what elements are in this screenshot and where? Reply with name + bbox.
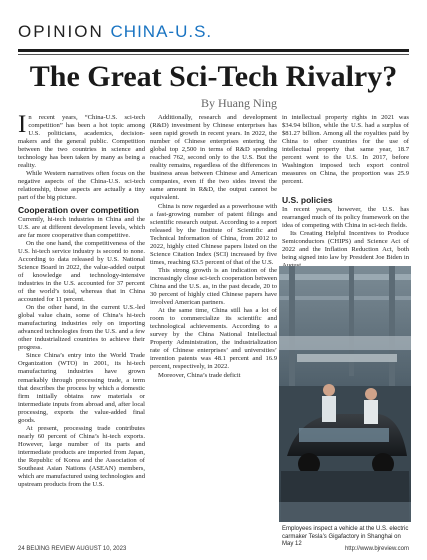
issue-info: BEIJING REVIEW AUGUST 10, 2023 — [26, 546, 127, 552]
article-title: The Great Sci-Tech Rivalry? — [29, 60, 398, 93]
paragraph: China is now regarded as a powerhouse with a fast-growing number of patent filings and scientific research output. According to a report released by the Institute of Scientific and Technical Information of China, from 2012 to 2022, highly cited Chinese papers listed on the Science Citation Index (SCI) increased by five times, reaching 63.5 percent of that of the U.S. — [150, 202, 277, 266]
subsection-name: CHINA-U.S. — [110, 22, 213, 41]
paragraph: in intellectual property rights in 2021 was $34.94 billion, while the U.S. had a surplus of $81.27 billion. Among all the royalties paid by China to other countries for the use of intellectual property that same year, 18.7 percent went to the U.S. In 2017, before Washington imposed tech export control measures on China, the proportion was 25.9 percent. — [282, 114, 409, 186]
subheading-policies: U.S. policies — [282, 195, 333, 205]
paragraph: Currently, hi-tech industries in China and the U.S. are at different development levels, which are far more cooperative than competitive. — [18, 215, 145, 239]
subheading-cooperation: Cooperation over competition — [18, 204, 139, 215]
header-rule-thin — [18, 54, 409, 55]
paragraph: Since China’s entry into the World Trade Organization (WTO) in 2001, its hi-tech manufacturing industries have grown remarkably through processing trade, a term that describes the process by which a domestic firm initially obtains raw materials or intermediate inputs from abroad and, after local processing, exports the value-added final goods. — [18, 352, 145, 424]
article-byline: By Huang Ning — [201, 96, 277, 110]
paragraph: While Western narratives often focus on the negative aspects of the China-U.S. sci-tech relationship, those aspects are actually a tiny part of the big picture. — [18, 170, 145, 202]
factory-photo-illustration — [279, 266, 411, 522]
photo-caption: Employees inspect a vehicle at the U.S. electric carmaker Tesla’s Gigafactory in Shanghai on May 12 — [282, 526, 409, 547]
paragraph: On the one hand, the competitiveness of the U.S. hi-tech service industry is second to none. According to data released by U.S. National Science Board in 2022, the value-added output of knowledge and technology-intensive industries in the U.S. accounted for 37 percent of the world’s total, whereas that in China accounted for 11 percent. — [18, 239, 145, 304]
paragraph: Its Creating Helpful Incentives to Produce Semiconductors (CHIPS) and Science Act of 2022 and the Inflation Reduction Act, both being signed into law by President Joe Biden in — [282, 230, 409, 262]
paragraph: This strong growth is an indication of the increasingly close sci-tech cooperation between China and the U.S. as, in the past decade, 20 to 30 percent of highly cited Chinese papers have involved American partners. — [150, 266, 277, 307]
column-3-policies — [282, 196, 409, 262]
factory-photo — [279, 266, 411, 522]
column-1 — [18, 111, 145, 548]
paragraph: Additionally, research and development (R&D) investment by Chinese enterprises has seen rapid growth in recent years. In 2022, the number of Chinese enterprises entering the global top 2,500 in terms of R&D spending reached 762, second only to the U.S. But the reality remains, regardless of the differences in business areas between Chinese and American companies, even if the two sides invest the same amount in R&D, the output cannot be equivalent. — [150, 114, 277, 202]
paragraph: In recent years, “China-U.S. sci-tech competition” has been a hot topic among U.S. politicians, academics, decision-makers and the general public. Competition between the two countries in science and technology has been taken by many as being a reality. — [18, 111, 145, 170]
paragraph: At present, processing trade contributes nearly 60 percent of China’s hi-tech exports. However, large number of its parts and intermediate products are imported from Japan, the Republic of Korea and the Association of Southeast Asian Nations (ASEAN) members, which are manufactured using technologies and upstream products from the U.S. — [18, 424, 145, 489]
paragraph: On the other hand, in the current U.S.-led global value chain, some of China’s hi-tech manufacturing industries rely on importing advanced technologies from the U.S. and a few other industrialized countries to achieve their progress. — [18, 304, 145, 352]
paragraph: At the same time, China still has a lot of room to commercialize its scientific and technological achievements. According to a survey by the China National Intellectual Property Administration, the industrialization rate of Chinese enterprises’ and universities’ invention patents was 48.1 percent and 16.9 percent, respectively, in 2022. — [150, 307, 277, 371]
column-2 — [150, 114, 277, 548]
drop-cap: I — [18, 111, 27, 138]
header-rule — [18, 49, 409, 52]
page-number: 24 — [18, 546, 25, 552]
paragraph: Moreover, China’s trade deficit — [158, 371, 241, 379]
section-name: OPINION — [18, 22, 104, 41]
paragraph: In recent years, however, the U.S. has rearranged much of its policy framework on the idea of competing with China in sci-tech fields. — [282, 206, 409, 230]
footer-left — [18, 546, 126, 552]
section-label — [18, 22, 212, 42]
footer-url: http://www.bjreview.com — [344, 546, 409, 552]
section-header — [18, 22, 409, 44]
